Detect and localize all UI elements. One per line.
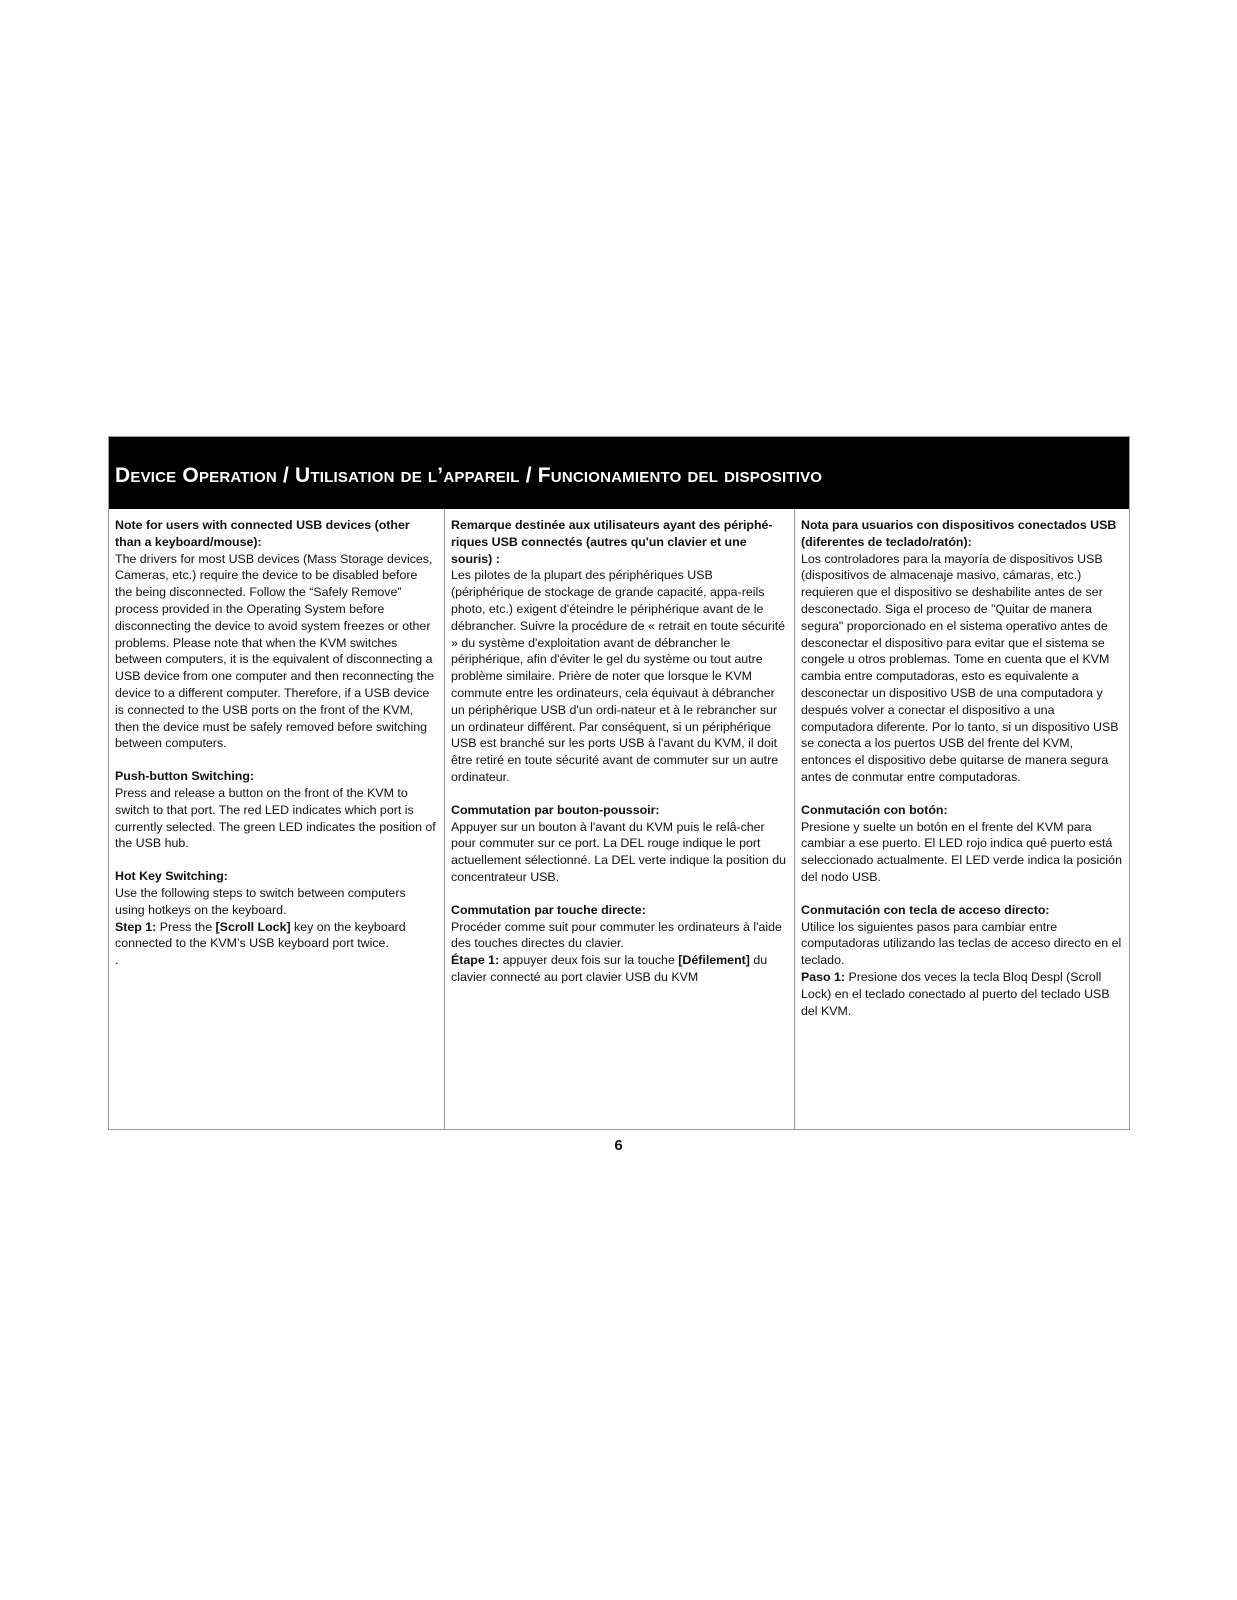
step-1-label: Step 1: [115, 919, 157, 934]
usb-note-heading: Nota para usuarios con dispositivos conectados USB (diferentes de teclado/ratón): [801, 518, 1117, 549]
usb-note-heading: Note for users with connected USB devices (other than a keyboard/mouse): [115, 518, 410, 549]
step-1-text-a: Press the [156, 919, 216, 934]
step-1-text-b: key on the keyboard connected to the KVM’s USB keyboard port twice. [115, 919, 406, 951]
hot-key-heading: Hot Key Switching: [115, 869, 228, 884]
hot-key-heading: Conmutación con tecla de acceso directo: [801, 902, 1050, 917]
hot-key-body: Use the following steps to switch between computers using hotkeys on the keyboard. [115, 885, 406, 917]
step-1 [115, 919, 438, 953]
column-english [109, 509, 445, 1129]
usb-note-body: Los controladores para la mayoría de dispositivos USB (dispositivos de almacenaje masivo, cámaras, etc.) requieren que el dispositivo se deshabilite antes de ser desconectado. Siga el proceso de "Quitar de manera segura" proporcionado en el sistema operativo antes de desconectar el dispositivo para evitar que el sistema se congele u otros problemas. Tome en cuenta que el KVM cambia entre computadoras, esto es equivalente a desconectar un dispositivo USB de una computadora y después volver a conectar el dispositivo a una computadora diferente. Por lo tanto, si un dispositivo USB se conecta a los puertos USB del frente del KVM, entonces el dispositivo debe quitarse de manera segura antes de conmutar entre computadoras. [801, 551, 1119, 784]
push-button-heading: Push-button Switching: [115, 769, 255, 784]
usb-note-body: The drivers for most USB devices (Mass Storage devices, Cameras, etc.) require the device to be disabled before the being disconnected. Follow the “Safely Remove” process provided in the Operating System before disconnecting the device to avoid system freezes or other problems. Please note that when the KVM switches between computers, it is the equivalent of disconnecting a USB device from one computer and then reconnecting the device to a different computer. Therefore, if a USB device is connected to the USB ports on the front of the KVM, then the device must be safely removed before switching between computers. [115, 551, 434, 751]
step-1-text-a: Presione dos veces la tecla Bloq Despl (Scroll Lock) en el teclado conectado al puerto del teclado USB del KVM. [801, 969, 1110, 1018]
language-columns [109, 509, 1129, 1129]
step-1-label: Paso 1: [801, 969, 846, 984]
page-number: 6 [614, 1137, 623, 1154]
step-1-text-b: du clavier connecté au port clavier USB du KVM [451, 953, 768, 984]
trailing-dot: . [115, 953, 119, 968]
step-1-label: Étape 1: [451, 953, 500, 968]
step-1-text-a: appuyer deux fois sur la touche [499, 953, 679, 968]
push-button-heading: Commutation par bouton-poussoir: [451, 802, 660, 817]
hot-key-body: Utilice los siguientes pasos para cambiar entre computadoras utilizando las teclas de acceso directo en el teclado. [801, 919, 1122, 968]
usb-note-heading: Remarque destinée aux utilisateurs ayant des périphé-riques USB connectés (autres qu'un clavier et une souris) : [451, 518, 773, 566]
push-button-heading: Conmutación con botón: [801, 802, 948, 817]
content-frame [108, 436, 1130, 1130]
step-1 [451, 952, 788, 986]
hot-key-body: Procéder comme suit pour commuter les ordinateurs à l'aide des touches directes du clavier. [451, 919, 782, 951]
usb-note-body: Les pilotes de la plupart des périphériques USB (périphérique de stockage de grande capacité, appa-reils photo, etc.) exigent d'éteindre le périphérique avant de le débrancher. Suivre la procédure de « retrait en toute sécurité » du système d'exploitation avant de débrancher le périphérique, afin d'éviter le gel du système ou tout autre problème similaire. Prière de noter que lorsque le KVM commute entre les ordinateurs, cela équivaut à débrancher un périphérique USB d'un ordi-nateur et à le rebrancher sur un ordinateur différent. Par conséquent, si un périphérique USB est branché sur les ports USB à l'avant du KVM, il doit être retiré en toute sécurité avant de commuter sur un autre ordinateur. [451, 568, 786, 784]
step-1-key: [Scroll Lock] [215, 919, 291, 934]
step-1 [801, 969, 1123, 1019]
push-button-body: Presione y suelte un botón en el frente del KVM para cambiar a ese puerto. El LED rojo indica qué puerto está seleccionado actualmente. El LED verde indica la posición del nodo USB. [801, 819, 1122, 884]
column-french [445, 509, 795, 1129]
section-title: Device Operation / Utilisation de l’appareil / Funcionamiento del dispositivo [115, 464, 823, 487]
column-spanish [795, 509, 1129, 1129]
push-button-body: Appuyer sur un bouton à l'avant du KVM puis le relâ-cher pour commuter sur ce port. La DEL rouge indique le port actuellement sélectionné. La DEL verte indique la position du concentrateur USB. [451, 819, 786, 884]
push-button-body: Press and release a button on the front of the KVM to switch to that port. The red LED indicates which port is currently selected. The green LED indicates the position of the USB hub. [115, 785, 436, 851]
step-1-key: [Défilement] [678, 953, 750, 968]
hot-key-heading: Commutation par touche directe: [451, 902, 646, 917]
section-header [109, 437, 1129, 509]
